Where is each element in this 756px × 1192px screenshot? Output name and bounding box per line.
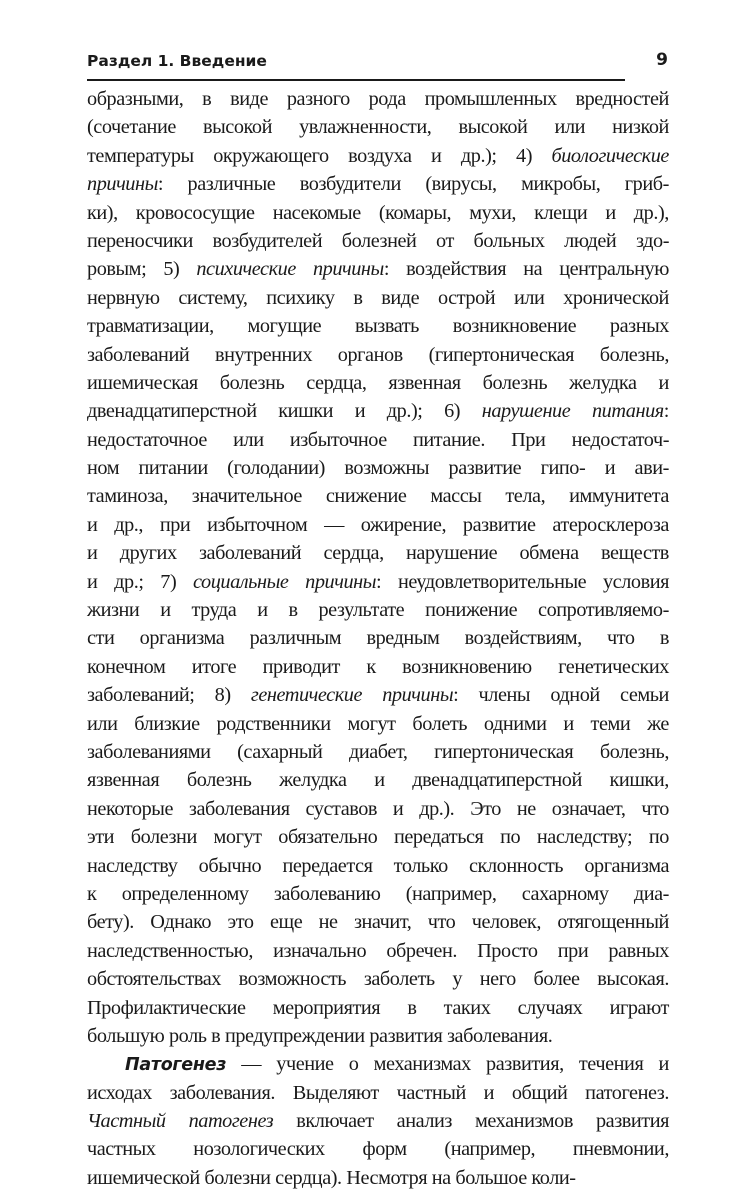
text-line: температуры окружающего воздуха и др.); 4) биологические	[87, 144, 669, 167]
text-line: травматизации, могущие вызвать возникновение разных	[87, 315, 669, 338]
text-line: эти болезни могут обязательно передаться по наследству; по	[87, 826, 669, 849]
text-line: бету). Однако это еще не значит, что человек, отягощенный	[87, 911, 669, 934]
running-header	[87, 52, 672, 74]
page-number: 9	[656, 50, 668, 70]
text-line: таминоза, значительное снижение массы тела, иммунитета	[87, 485, 669, 508]
body-text	[87, 85, 669, 1192]
text-line: заболеваний внутренних органов (гипертоническая болезнь,	[87, 343, 669, 366]
text-line: наследственностью, изначально обречен. Просто при равных	[87, 939, 669, 962]
text-line: двенадцатиперстной кишки и др.); 6) нарушение питания:	[87, 400, 669, 423]
text-line: ном питании (голодании) возможны развитие гипо- и ави-	[87, 457, 669, 480]
text-line: Профилактические мероприятия в таких случаях играют	[87, 996, 669, 1019]
text-line: и др., при избыточном — ожирение, развитие атеросклероза	[87, 513, 669, 536]
text-line: обстоятельствах возможность заболеть у него более высокая.	[87, 968, 669, 991]
text-line: Частный патогенез включает анализ механизмов развития	[87, 1110, 669, 1133]
text-line: исходах заболевания. Выделяют частный и общий патогенез.	[87, 1081, 669, 1104]
text-line: ровым; 5) психические причины: воздействия на центральную	[87, 258, 669, 281]
text-line: ишемическая болезнь сердца, язвенная болезнь желудка и	[87, 371, 669, 394]
text-line: переносчики возбудителей болезней от больных людей здо-	[87, 229, 669, 252]
text-line: и др.; 7) социальные причины: неудовлетворительные условия	[87, 570, 669, 593]
text-line: заболеваний; 8) генетические причины: члены одной семьи	[87, 684, 669, 707]
text-line: Патогенез — учение о механизмах развития, течения и	[125, 1053, 669, 1076]
text-line: сти организма различным вредным воздействиям, что в	[87, 627, 669, 650]
text-line: и других заболеваний сердца, нарушение обмена веществ	[87, 542, 669, 565]
text-line: ки), кровососущие насекомые (комары, мухи, клещи и др.),	[87, 201, 669, 224]
text-line: к определенному заболеванию (например, сахарному диа-	[87, 882, 669, 905]
text-line: ишемической болезни сердца). Несмотря на большое коли-	[87, 1166, 576, 1189]
text-line: недостаточное или избыточное питание. При недостаточ-	[87, 428, 669, 451]
text-line: (сочетание высокой увлажненности, высокой или низкой	[87, 116, 669, 139]
text-line: некоторые заболевания суставов и др.). Это не означает, что	[87, 797, 669, 820]
text-line: причины: различные возбудители (вирусы, микробы, гриб-	[87, 173, 669, 196]
text-line: большую роль в предупреждении развития заболевания.	[87, 1024, 553, 1047]
text-line: жизни и труда и в результате понижение сопротивляемо-	[87, 599, 669, 622]
header-rule	[87, 79, 625, 81]
text-line: наследству обычно передается только склонность организма	[87, 854, 669, 877]
text-line: нервную систему, психику в виде острой или хронической	[87, 286, 669, 309]
text-line: язвенная болезнь желудка и двенадцатиперстной кишки,	[87, 769, 669, 792]
text-line: конечном итоге приводит к возникновению генетических	[87, 655, 669, 678]
text-line: или близкие родственники могут болеть одними и теми же	[87, 712, 669, 735]
text-line: частных нозологических форм (например, пневмонии,	[87, 1138, 669, 1161]
text-line: заболеваниями (сахарный диабет, гипертоническая болезнь,	[87, 740, 669, 763]
section-title: Раздел 1. Введение	[87, 52, 267, 70]
text-line: образными, в виде разного рода промышленных вредностей	[87, 88, 669, 110]
